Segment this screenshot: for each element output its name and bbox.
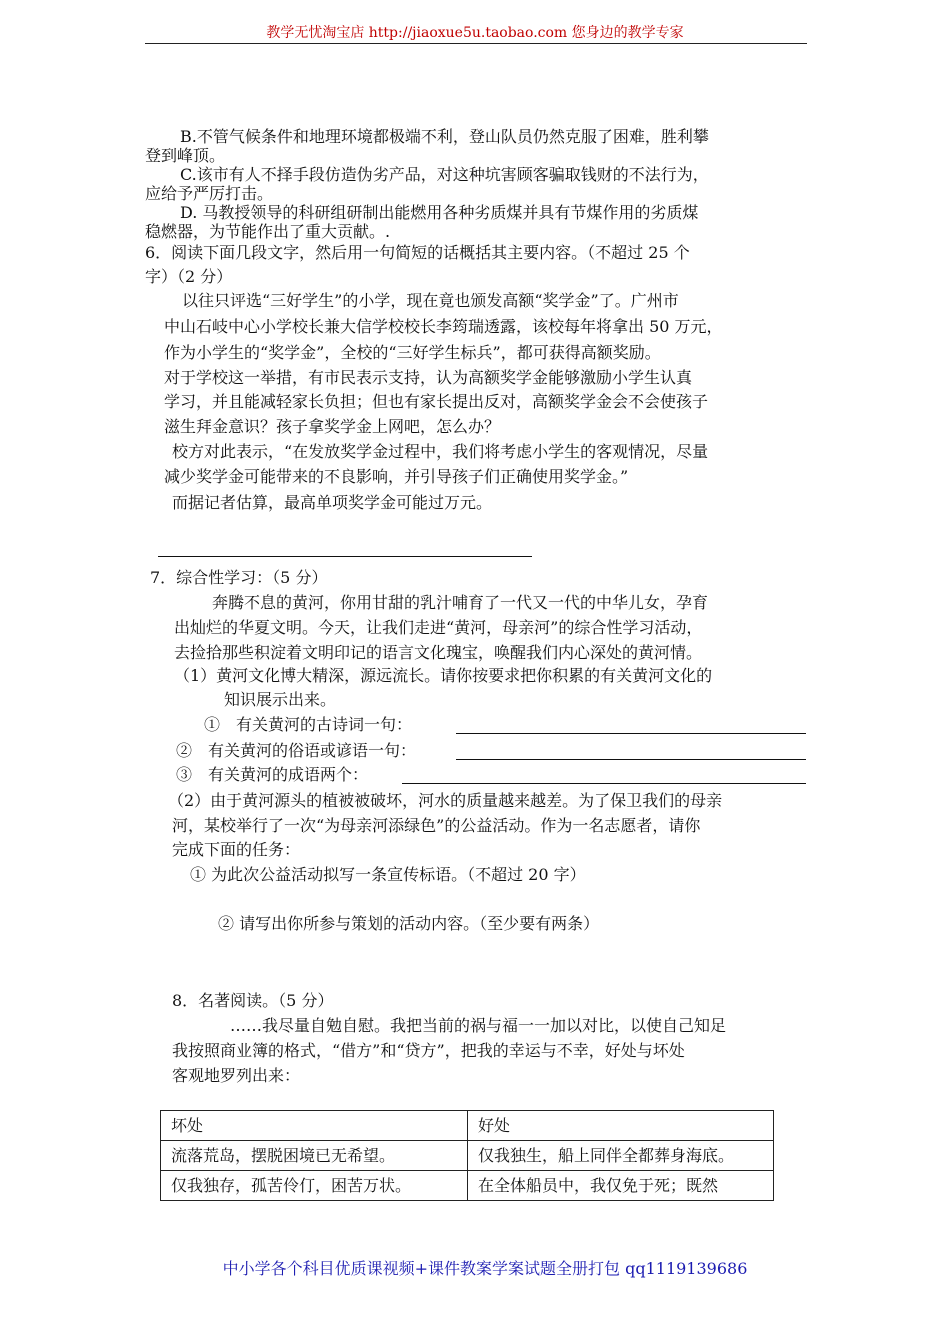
q6-passage-line: 作为小学生的“奖学金”，全校的“三好学生标兵”，都可获得高额奖励。 xyxy=(164,343,661,362)
table-cell: 仅我独存，孤苦伶仃，困苦万状。 xyxy=(161,1171,468,1201)
table-row xyxy=(161,1141,774,1171)
q5-line: C.该市有人不择手段仿造伪劣产品，对这种坑害顾客骗取钱财的不法行为， xyxy=(180,165,709,184)
page-footer: 中小学各个科目优质课视频+课件教案学案试题全册打包 qq1119139686 xyxy=(222,1259,748,1278)
table-header-cell: 坏处 xyxy=(161,1111,468,1141)
q7-item-proverb: ② 有关黄河的俗语或谚语一句： xyxy=(176,741,417,760)
idiom-answer-line[interactable] xyxy=(402,783,806,784)
q5-line: 登到峰顶。 xyxy=(145,146,226,165)
q8-passage-line: 客观地罗列出来： xyxy=(172,1066,301,1085)
q6-prompt: 字）（2 分） xyxy=(145,267,233,286)
q6-passage-line: 中山石岐中心小学校长兼大信学校校长李筠瑞透露，该校每年将拿出 50 万元， xyxy=(164,317,723,336)
poem-answer-line[interactable] xyxy=(456,733,806,734)
q5-line: 稳燃器，为节能作出了重大贡献。. xyxy=(145,222,391,241)
q6-passage-line: 对于学校这一举措，有市民表示支持，认为高额奖学金能够激励小学生认真 xyxy=(164,368,693,387)
table-cell: 在全体船员中，我仅免于死；既然 xyxy=(468,1171,774,1201)
q6-passage-line: 而据记者估算，最高单项奖学金可能过万元。 xyxy=(172,493,493,512)
q5-line: B.不管气候条件和地理环境都极端不利，登山队员仍然克服了困难，胜利攀 xyxy=(180,127,709,146)
q7-passage-line: 去捡拾那些积淀着文明印记的语言文化瑰宝，唤醒我们内心深处的黄河情。 xyxy=(174,643,703,662)
q7-subquestion: 知识展示出来。 xyxy=(224,690,337,709)
table-header-cell: 好处 xyxy=(468,1111,774,1141)
page-header: 教学无忧淘宝店 http://jiaoxue5u.taobao.com 您身边的教学专家 xyxy=(266,25,684,41)
proverb-answer-line[interactable] xyxy=(456,759,806,760)
q6-passage-line: 以往只评选“三好学生”的小学，现在竟也颁发高额“奖学金”了。广州市 xyxy=(182,291,679,310)
q6-passage-line: 滋生拜金意识？孩子拿奖学金上网吧，怎么办？ xyxy=(164,417,501,436)
q6-passage-line: 学习，并且能减轻家长负担；但也有家长提出反对，高额奖学金会不会使孩子 xyxy=(164,392,709,411)
table-header-row xyxy=(161,1111,774,1141)
q6-passage-line: 校方对此表示，“在发放奖学金过程中，我们将考虑小学生的客观情况，尽量 xyxy=(172,442,709,461)
q5-line: 应给予严厉打击。 xyxy=(145,184,274,203)
q7-subquestion: 完成下面的任务： xyxy=(172,840,301,859)
q7-item-idiom: ③ 有关黄河的成语两个： xyxy=(176,765,369,784)
q7-subquestion: 河，某校举行了一次“为母亲河添绿色”的公益活动。作为一名志愿者，请你 xyxy=(172,816,701,835)
q8-passage-line: 我按照商业簿的格式，“借方”和“贷方”，把我的幸运与不幸，好处与坏处 xyxy=(172,1041,685,1060)
pros-cons-table xyxy=(160,1110,774,1201)
q7-subquestion: （2）由于黄河源头的植被被破坏，河水的质量越来越差。为了保卫我们的母亲 xyxy=(168,791,723,810)
header-rule xyxy=(145,43,807,44)
table-cell: 仅我独生，船上同伴全都葬身海底。 xyxy=(468,1141,774,1171)
q6-prompt: 6．阅读下面几段文字，然后用一句简短的话概括其主要内容。（不超过 25 个 xyxy=(145,243,690,262)
q7-passage-line: 奔腾不息的黄河，你用甘甜的乳汁哺育了一代又一代的中华儿女，孕育 xyxy=(212,593,709,612)
q7-title: 7．综合性学习：（5 分） xyxy=(150,568,328,587)
q7-subquestion: （1）黄河文化博大精深，源远流长。请你按要求把你积累的有关黄河文化的 xyxy=(174,666,713,685)
q7-task: ② 请写出你所参与策划的活动内容。（至少要有两条） xyxy=(218,914,600,933)
q7-item-poem: ① 有关黄河的古诗词一句： xyxy=(204,715,413,734)
q8-title: 8．名著阅读。（5 分） xyxy=(172,991,334,1010)
q8-passage-line: ……我尽量自勉自慰。我把当前的祸与福一一加以对比，以使自己知足 xyxy=(230,1016,727,1035)
q5-line: D. 马教授领导的科研组研制出能燃用各种劣质煤并具有节煤作用的劣质煤 xyxy=(180,203,699,222)
q7-task: ① 为此次公益活动拟写一条宣传标语。（不超过 20 字） xyxy=(190,865,586,884)
q6-answer-line[interactable] xyxy=(158,556,532,557)
q6-passage-line: 减少奖学金可能带来的不良影响，并引导孩子们正确使用奖学金。” xyxy=(164,467,629,486)
table-cell: 流落荒岛，摆脱困境已无希望。 xyxy=(161,1141,468,1171)
q7-passage-line: 出灿烂的华夏文明。今天，让我们走进“黄河，母亲河”的综合性学习活动， xyxy=(174,618,703,637)
table-row xyxy=(161,1171,774,1201)
